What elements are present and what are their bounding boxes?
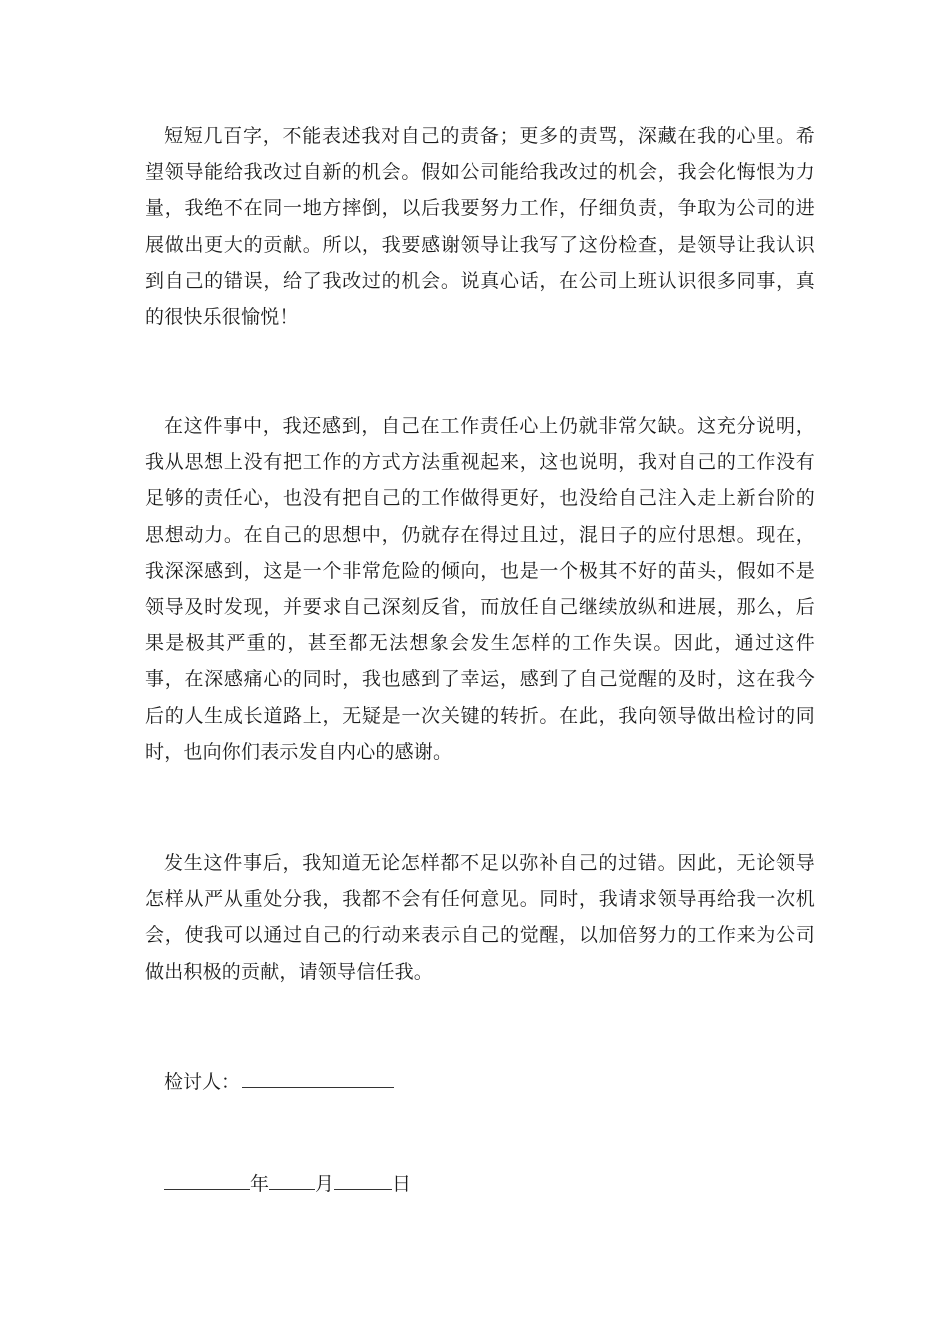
signature-blank[interactable] xyxy=(242,1065,394,1088)
month-label: 月 xyxy=(315,1173,335,1195)
signature-label: 检讨人： xyxy=(164,1071,241,1093)
paragraph-reflection: 在这件事中，我还感到，自己在工作责任心上仍就非常欠缺。这充分说明，我从思想上没有把工作的方式方法重视起来，这也说明，我对自己的工作没有足够的责任心，也没有把自己的工作做得更好，也没给自己注入走上新台阶的思想动力。在自己的思想中，仍就存在得过且过，混日子的应付思想。现在，我深深感到，这是一个非常危险的倾向，也是一个极其不好的苗头，假如不是领导及时发现，并要求自己深刻反省，而放任自己继续放纵和进展，那么，后果是极其严重的，甚至都无法想象会发生怎样的工作失误。因此，通过这件事，在深感痛心的同时，我也感到了幸运，感到了自己觉醒的及时，这在我今后的人生成长道路上，无疑是一次关键的转折。在此，我向领导做出检讨的同时，也向你们表示发自内心的感谢。 xyxy=(145,415,815,763)
day-blank[interactable] xyxy=(334,1167,392,1190)
paragraph-request: 发生这件事后，我知道无论怎样都不足以弥补自己的过错。因此，无论领导怎样从严从重处分我，我都不会有任何意见。同时，我请求领导再给我一次机会，使我可以通过自己的行动来表示自己的觉醒，以加倍努力的工作来为公司做出积极的贡献，请领导信任我。 xyxy=(145,852,815,983)
date-line xyxy=(164,1166,411,1202)
signature-line xyxy=(164,1064,394,1100)
month-blank[interactable] xyxy=(269,1167,315,1190)
year-label: 年 xyxy=(250,1173,270,1195)
day-label: 日 xyxy=(392,1173,412,1195)
paragraph-apology: 短短几百字，不能表述我对自己的责备；更多的责骂，深藏在我的心里。希望领导能给我改过自新的机会。假如公司能给我改过的机会，我会化悔恨为力量，我绝不在同一地方摔倒，以后我要努力工作，仔细负责，争取为公司的进展做出更大的贡献。所以，我要感谢领导让我写了这份检查，是领导让我认识到自己的错误，给了我改过的机会。说真心话，在公司上班认识很多同事，真的很快乐很愉悦！ xyxy=(145,125,815,329)
year-blank[interactable] xyxy=(164,1167,250,1190)
